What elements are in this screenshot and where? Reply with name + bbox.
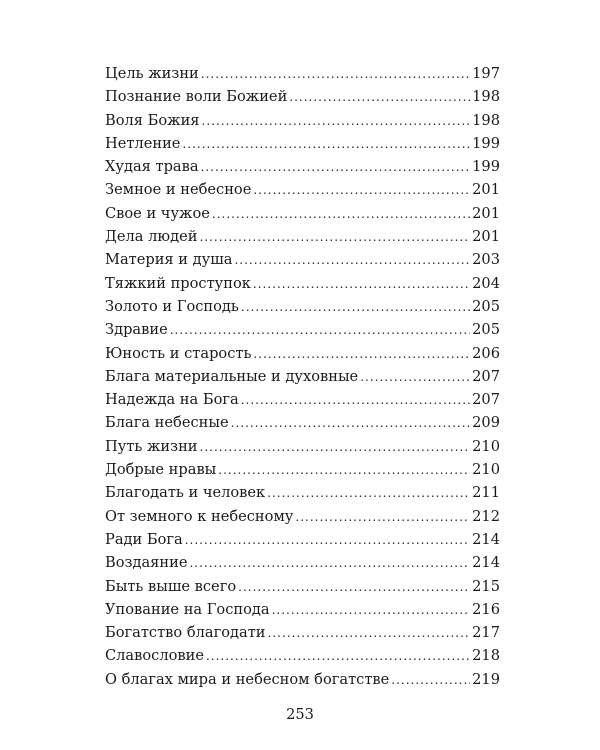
- dot-leader: [231, 412, 471, 435]
- toc-entry-page: 201: [472, 228, 500, 246]
- toc-entry-title: Юность и старость: [105, 344, 252, 362]
- toc-entry[interactable]: [105, 365, 500, 388]
- toc-entry-page: 201: [472, 204, 500, 222]
- dot-leader: [253, 273, 470, 296]
- page-number: 253: [286, 706, 314, 723]
- dot-leader: [295, 506, 470, 529]
- dot-leader: [253, 179, 470, 202]
- toc-entry-title: Здравие: [105, 321, 168, 339]
- toc-entry[interactable]: [105, 528, 500, 551]
- dot-leader: [206, 645, 470, 668]
- toc-entry-title: Богатство благодати: [105, 624, 266, 642]
- toc-entry[interactable]: [105, 621, 500, 644]
- toc-entry-page: 210: [472, 437, 500, 455]
- dot-leader: [200, 436, 471, 459]
- toc-entry-page: 217: [472, 624, 500, 642]
- toc-entry[interactable]: [105, 435, 500, 458]
- toc-entry[interactable]: [105, 575, 500, 598]
- toc-entry-page: 207: [472, 391, 500, 409]
- toc-entry-title: Путь жизни: [105, 437, 198, 455]
- toc-entry-title: Ради Бога: [105, 530, 183, 548]
- toc-entry[interactable]: [105, 644, 500, 667]
- toc-entry-page: 201: [472, 181, 500, 199]
- toc-entry-page: 205: [472, 297, 500, 315]
- dot-leader: [199, 226, 470, 249]
- toc-entry-title: Худая трава: [105, 158, 199, 176]
- toc-entry[interactable]: [105, 155, 500, 178]
- toc-entry-title: Надежда на Бога: [105, 391, 239, 409]
- toc-entry[interactable]: [105, 481, 500, 504]
- dot-leader: [170, 319, 470, 342]
- dot-leader: [182, 133, 470, 156]
- toc-entry[interactable]: [105, 85, 500, 108]
- toc-entry-page: 199: [472, 158, 500, 176]
- dot-leader: [241, 296, 470, 319]
- toc-entry-title: Тяжкий проступок: [105, 274, 251, 292]
- toc-entry-page: 206: [472, 344, 500, 362]
- toc-entry-title: Земное и небесное: [105, 181, 252, 199]
- dot-leader: [234, 249, 470, 272]
- toc-entry-page: 203: [472, 251, 500, 269]
- toc-entry-page: 207: [472, 367, 500, 385]
- toc-entry[interactable]: [105, 458, 500, 481]
- toc-entry-title: Воздаяние: [105, 554, 188, 572]
- dot-leader: [253, 343, 470, 366]
- toc-entry-page: 204: [472, 274, 500, 292]
- toc-entry-page: 214: [472, 530, 500, 548]
- toc-entry-page: 197: [472, 65, 500, 82]
- toc-entry-title: Свое и чужое: [105, 204, 210, 222]
- toc-entry-title: От земного к небесному: [105, 507, 294, 525]
- toc-entry[interactable]: [105, 295, 500, 318]
- toc-entry[interactable]: [105, 178, 500, 201]
- toc-entry-page: 216: [472, 600, 500, 618]
- toc-entry[interactable]: [105, 225, 500, 248]
- toc-entry-title: Блага небесные: [105, 414, 229, 432]
- toc-entry-title: Блага материальные и духовные: [105, 367, 359, 385]
- toc-entry[interactable]: [105, 109, 500, 132]
- toc-entry-page: 198: [472, 111, 500, 129]
- toc-entry[interactable]: [105, 342, 500, 365]
- toc-entry-page: 209: [472, 414, 500, 432]
- toc-entry[interactable]: [105, 505, 500, 528]
- toc-entry-title: Цель жизни: [105, 65, 199, 82]
- dot-leader: [201, 63, 470, 86]
- toc-entry-title: Благодать и человек: [105, 484, 266, 502]
- dot-leader: [391, 669, 470, 692]
- dot-leader: [218, 459, 470, 482]
- toc-entry-title: Упование на Господа: [105, 600, 270, 618]
- toc-entry[interactable]: [105, 551, 500, 574]
- dot-leader: [202, 110, 471, 133]
- toc-entry[interactable]: [105, 248, 500, 271]
- toc-entry-title: О благах мира и небесном богатстве: [105, 670, 390, 688]
- toc-entry-title: Добрые нравы: [105, 461, 217, 479]
- toc-entry-title: Быть выше всего: [105, 577, 237, 595]
- toc-entry-page: 198: [472, 88, 500, 106]
- dot-leader: [185, 529, 470, 552]
- toc-entry-title: Славословие: [105, 647, 204, 665]
- table-of-contents: [105, 62, 500, 691]
- dot-leader: [238, 576, 470, 599]
- toc-entry-title: Познание воли Божией: [105, 88, 288, 106]
- dot-leader: [212, 203, 470, 226]
- dot-leader: [189, 552, 470, 575]
- toc-entry-page: 199: [472, 134, 500, 152]
- toc-entry-page: 211: [472, 484, 500, 502]
- toc-entry-page: 218: [472, 647, 500, 665]
- toc-entry-title: Нетление: [105, 134, 181, 152]
- toc-entry-title: Золото и Господь: [105, 297, 239, 315]
- toc-entry[interactable]: [105, 132, 500, 155]
- toc-entry[interactable]: [105, 388, 500, 411]
- dot-leader: [267, 482, 470, 505]
- toc-entry[interactable]: [105, 598, 500, 621]
- toc-entry[interactable]: [105, 411, 500, 434]
- dot-leader: [241, 389, 470, 412]
- toc-entry-page: 219: [472, 670, 500, 688]
- dot-leader: [289, 86, 470, 109]
- toc-entry-title: Дела людей: [105, 228, 198, 246]
- toc-entry[interactable]: [105, 62, 500, 85]
- toc-entry[interactable]: [105, 318, 500, 341]
- dot-leader: [268, 622, 471, 645]
- toc-entry-title: Материя и душа: [105, 251, 233, 269]
- toc-entry-title: Воля Божия: [105, 111, 200, 129]
- toc-entry-page: 210: [472, 461, 500, 479]
- toc-entry-page: 205: [472, 321, 500, 339]
- toc-entry-page: 214: [472, 554, 500, 572]
- toc-entry-page: 212: [472, 507, 500, 525]
- dot-leader: [360, 366, 470, 389]
- toc-entry[interactable]: [105, 272, 500, 295]
- dot-leader: [201, 156, 471, 179]
- dot-leader: [272, 599, 471, 622]
- toc-entry-page: 215: [472, 577, 500, 595]
- toc-entry[interactable]: [105, 202, 500, 225]
- toc-entry[interactable]: [105, 668, 500, 691]
